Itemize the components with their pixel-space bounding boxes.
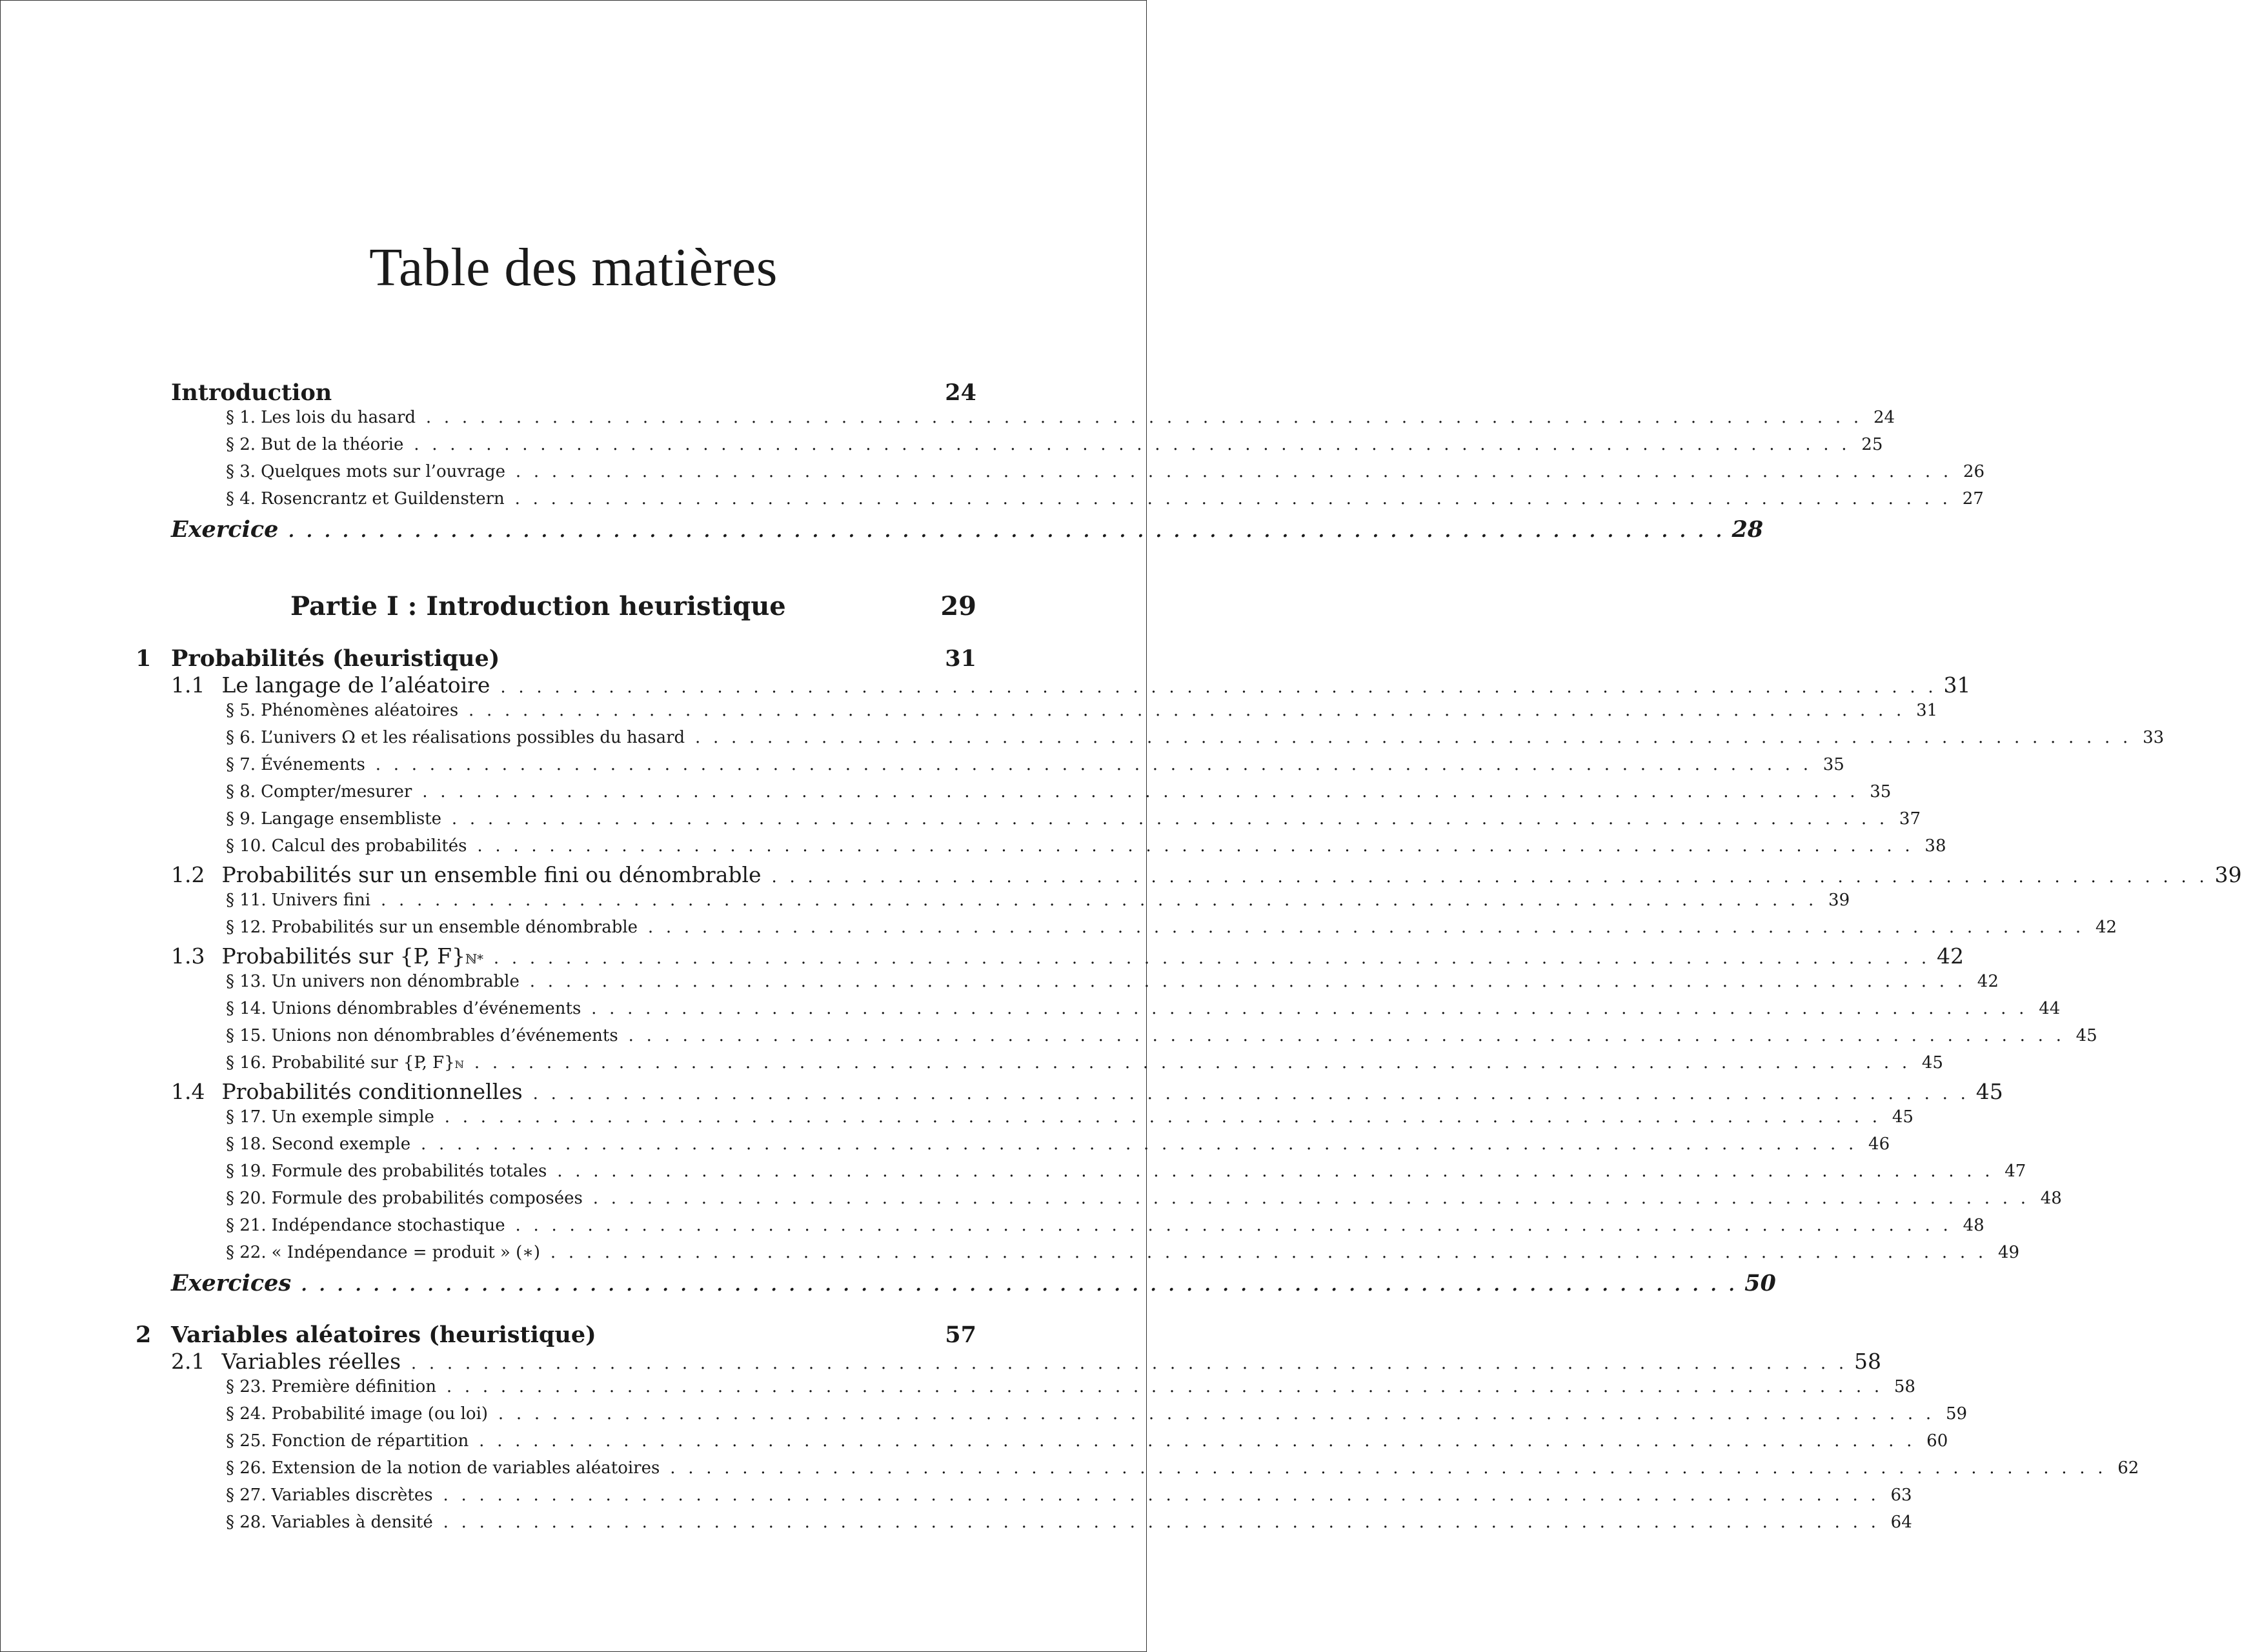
page-number: 33 (2143, 728, 2165, 747)
entry-label: Exercice (171, 516, 279, 543)
entry-label: Probabilités conditionnelles (221, 1079, 523, 1104)
entry-label: Rosencrantz et Guildenstern (261, 489, 505, 509)
paragraph-number: § 10. (226, 836, 267, 856)
entry-label: Le langage de l’aléatoire (221, 672, 490, 698)
toc-entry[interactable] (226, 728, 2165, 747)
toc-entry[interactable] (226, 1404, 1968, 1424)
page-number: 31 (945, 645, 976, 672)
page-number: 60 (1926, 1431, 1948, 1451)
toc-entry[interactable] (226, 755, 1844, 774)
chapter-title: Variables aléatoires (heuristique) (171, 1322, 596, 1348)
entry-label: Première définition (271, 1377, 436, 1396)
paragraph-number: § 16. (226, 1053, 267, 1073)
leader-dots: ................................................................................ (498, 1404, 1932, 1424)
entry-label: Probabilités sur un ensemble fini ou dénombrable (221, 862, 762, 887)
paragraph-number: § 3. (226, 462, 256, 481)
page-number: 62 (2117, 1458, 2139, 1478)
toc-entry[interactable] (226, 1513, 1912, 1532)
leader-dots: ................................................................................ (557, 1162, 1990, 1181)
toc-entry[interactable] (226, 891, 1850, 910)
section-number: 1.1 (171, 672, 205, 698)
leader-dots: ................................................................................ (500, 678, 1934, 697)
section-number: 1.3 (171, 943, 205, 969)
leader-dots: ................................................................................ (380, 891, 1814, 910)
section-number: 1.4 (171, 1079, 205, 1104)
paragraph-number: § 22. (226, 1243, 267, 1262)
leader-dots: ................................................................................ (469, 701, 1902, 720)
page-number: 47 (2005, 1162, 2026, 1181)
paragraph-number: § 25. (226, 1431, 267, 1451)
page-number: 46 (1868, 1134, 1890, 1154)
toc-entry[interactable] (171, 1270, 1776, 1296)
leader-dots: ................................................................................ (451, 809, 1885, 829)
toc-entry[interactable] (226, 1243, 2020, 1262)
toc-entry[interactable] (290, 591, 976, 621)
entry-label: « Indépendance = produit » (∗) (271, 1243, 541, 1262)
entry-label: Compter/mesurer (261, 782, 412, 801)
toc-entry[interactable] (226, 1216, 1984, 1235)
chapter-title: Probabilités (heuristique) (171, 645, 500, 672)
toc-entry[interactable] (171, 943, 1964, 969)
toc-entry[interactable] (226, 1458, 2139, 1478)
entry-label: Introduction (171, 379, 332, 406)
entry-label: Un univers non dénombrable (271, 972, 520, 991)
paragraph-number: § 11. (226, 891, 267, 910)
leader-dots: ................................................................................ (493, 949, 1927, 968)
paragraph-number: § 24. (226, 1404, 267, 1424)
section-number: 1.2 (171, 862, 205, 887)
page-number: 31 (1916, 701, 1938, 720)
leader-dots: ................................................................................ (443, 1513, 1876, 1532)
leader-dots: ................................................................................ (288, 522, 1722, 541)
leader-dots: ................................................................................ (479, 1431, 1912, 1451)
page-number: 45 (1892, 1107, 1914, 1127)
page-number: 45 (1975, 1079, 2003, 1104)
paragraph-number: § 23. (226, 1377, 267, 1396)
entry-label: Exercices (171, 1270, 292, 1296)
leader-dots: ................................................................................ (422, 782, 1855, 801)
entry-label: Probabilités sur un ensemble dénombrable (271, 918, 638, 937)
toc-entry[interactable] (226, 1162, 2026, 1181)
leader-dots: ................................................................................ (421, 1134, 1854, 1154)
leader-dots: ................................................................................ (670, 1458, 2103, 1478)
toc-entry[interactable] (226, 462, 1984, 481)
superscript: ℕ* (465, 952, 483, 967)
paragraph-number: § 14. (226, 999, 267, 1018)
paragraph-number: § 1. (226, 408, 256, 427)
section-number: 2.1 (171, 1349, 205, 1374)
page-number: 49 (1997, 1243, 2020, 1262)
leader-dots: ................................................................................ (532, 1084, 1966, 1103)
paragraph-number: § 15. (226, 1026, 267, 1045)
page-number: 44 (2039, 999, 2061, 1018)
entry-label: Probabilités sur {P, F} (221, 943, 465, 969)
page-number: 45 (1921, 1053, 1943, 1073)
page-number: 38 (1924, 836, 1946, 856)
toc-entry[interactable] (226, 836, 1946, 856)
page-number: 48 (2040, 1189, 2062, 1208)
page-title: Table des matières (369, 237, 778, 297)
leader-dots: ................................................................................ (444, 1107, 1878, 1127)
entry-label: Indépendance stochastique (271, 1216, 505, 1235)
entry-label: Langage ensembliste (261, 809, 441, 829)
toc-entry[interactable] (226, 1431, 1948, 1451)
toc-entry[interactable] (171, 1079, 2003, 1104)
leader-dots: ................................................................................ (515, 462, 1949, 481)
page-number: 35 (1823, 755, 1844, 774)
leader-dots: ................................................................................ (771, 867, 2205, 887)
entry-label: Unions dénombrables d’événements (271, 999, 581, 1018)
leader-dots: ................................................................................ (446, 1377, 1880, 1396)
entry-label: Second exemple (271, 1134, 411, 1154)
toc-entry[interactable] (226, 435, 1883, 454)
paragraph-number: § 4. (226, 489, 256, 509)
paragraph-number: § 21. (226, 1216, 267, 1235)
toc-entry[interactable] (171, 1349, 1882, 1374)
toc-entry[interactable] (226, 408, 1895, 427)
toc-entry[interactable] (226, 1107, 1914, 1127)
paragraph-number: § 6. (226, 728, 256, 747)
entry-label: Un exemple simple (271, 1107, 434, 1127)
chapter-number: 2 (136, 1322, 152, 1348)
toc-entry[interactable] (226, 1053, 1943, 1073)
leader-dots: ................................................................................ (591, 999, 2025, 1018)
page-number: 37 (1899, 809, 1921, 829)
leader-dots: ................................................................................ (375, 755, 1808, 774)
leader-dots: ................................................................................ (515, 1216, 1948, 1235)
paragraph-number: § 12. (226, 918, 267, 937)
leader-dots: ................................................................................ (550, 1243, 1984, 1262)
paragraph-number: § 9. (226, 809, 256, 829)
superscript: ℕ (454, 1059, 464, 1071)
page-number: 26 (1963, 462, 1984, 481)
paragraph-number: § 13. (226, 972, 267, 991)
entry-label: Unions non dénombrables d’événements (271, 1026, 618, 1045)
leader-dots: ................................................................................ (695, 728, 2128, 747)
paragraph-number: § 7. (226, 755, 256, 774)
page-number: 42 (2095, 918, 2117, 937)
paragraph-number: § 28. (226, 1513, 267, 1532)
entry-label: Univers fini (271, 891, 371, 910)
toc-entry[interactable] (226, 1134, 1890, 1154)
entry-label: Variables réelles (221, 1349, 401, 1374)
toc-entry[interactable] (226, 809, 1921, 829)
page-number: 42 (1936, 943, 1964, 969)
page-number: 24 (1873, 408, 1895, 427)
page-number: 63 (1890, 1486, 1912, 1505)
page-number: 50 (1744, 1270, 1776, 1296)
page-number: 29 (940, 591, 976, 621)
entry-label: Probabilité image (ou loi) (271, 1404, 489, 1424)
leader-dots: ................................................................................ (301, 1276, 1735, 1295)
entry-label: Probabilité sur {P, F} (271, 1053, 455, 1073)
paragraph-number: § 26. (226, 1458, 267, 1478)
toc-entry[interactable] (136, 645, 976, 672)
toc-entry[interactable] (226, 782, 1892, 801)
leader-dots: ................................................................................ (474, 1053, 1908, 1073)
toc-entry[interactable] (226, 1486, 1912, 1505)
page-number: 39 (1828, 891, 1850, 910)
paragraph-number: § 5. (226, 701, 256, 720)
entry-label: Formule des probabilités totales (271, 1162, 547, 1181)
entry-label: Calcul des probabilités (271, 836, 467, 856)
leader-dots: ................................................................................ (414, 435, 1847, 454)
paragraph-number: § 27. (226, 1486, 267, 1505)
toc-entry[interactable] (226, 1189, 2062, 1208)
page-number: 35 (1870, 782, 1892, 801)
page-number: 57 (945, 1322, 976, 1348)
page-number: 27 (1962, 489, 1984, 509)
entry-label: Formule des probabilités composées (271, 1189, 583, 1208)
paragraph-number: § 8. (226, 782, 256, 801)
toc-entry[interactable] (136, 1322, 976, 1348)
paragraph-number: § 19. (226, 1162, 267, 1181)
entry-label: Les lois du hasard (261, 408, 416, 427)
chapter-number: 1 (136, 645, 152, 672)
toc-entry[interactable] (171, 379, 976, 406)
page-number: 28 (1732, 516, 1764, 543)
page-number: 58 (1854, 1349, 1882, 1374)
leader-dots: ................................................................................ (628, 1026, 2061, 1045)
leader-dots: ................................................................................ (647, 918, 2081, 937)
page-number: 39 (2214, 862, 2242, 887)
page-number: 58 (1894, 1377, 1915, 1396)
toc-entry[interactable] (226, 1026, 2097, 1045)
toc-entry[interactable] (226, 918, 2117, 937)
toc-entry[interactable] (226, 999, 2061, 1018)
page-number: 48 (1963, 1216, 1984, 1235)
entry-label: Phénomènes aléatoires (261, 701, 459, 720)
part-title: Partie I : Introduction heuristique (290, 591, 786, 621)
entry-label: L’univers Ω et les réalisations possibles du hasard (261, 728, 685, 747)
toc-entry[interactable] (226, 701, 1938, 720)
leader-dots: ................................................................................ (529, 972, 1963, 991)
entry-label: Événements (261, 755, 365, 774)
paragraph-number: § 2. (226, 435, 256, 454)
entry-label: But de la théorie (261, 435, 404, 454)
entry-label: Extension de la notion de variables aléatoires (271, 1458, 660, 1478)
toc-entry[interactable] (226, 972, 1999, 991)
paragraph-number: § 17. (226, 1107, 267, 1127)
page-number: 45 (2075, 1026, 2097, 1045)
leader-dots: ................................................................................ (410, 1354, 1844, 1373)
toc-entry[interactable] (226, 1377, 1915, 1396)
toc-entry[interactable] (171, 862, 2242, 887)
paragraph-number: § 20. (226, 1189, 267, 1208)
page-number: 24 (945, 379, 976, 406)
toc-entry[interactable] (171, 516, 1764, 543)
entry-label: Variables discrètes (271, 1486, 433, 1505)
page-number: 59 (1945, 1404, 1968, 1424)
toc-entry[interactable] (171, 672, 1971, 698)
leader-dots: ................................................................................ (425, 408, 1859, 427)
page-number: 25 (1861, 435, 1883, 454)
paragraph-number: § 18. (226, 1134, 267, 1154)
entry-label: Fonction de répartition (271, 1431, 469, 1451)
page-number: 42 (1977, 972, 1999, 991)
page-number: 31 (1943, 672, 1971, 698)
leader-dots: ................................................................................ (514, 489, 1948, 509)
toc-entry[interactable] (226, 489, 1984, 509)
leader-dots: ................................................................................ (592, 1189, 2026, 1208)
entry-label: Variables à densité (271, 1513, 433, 1532)
page-number: 64 (1890, 1513, 1912, 1532)
leader-dots: ................................................................................ (443, 1486, 1876, 1505)
entry-label: Quelques mots sur l’ouvrage (261, 462, 505, 481)
leader-dots: ................................................................................ (477, 836, 1910, 856)
